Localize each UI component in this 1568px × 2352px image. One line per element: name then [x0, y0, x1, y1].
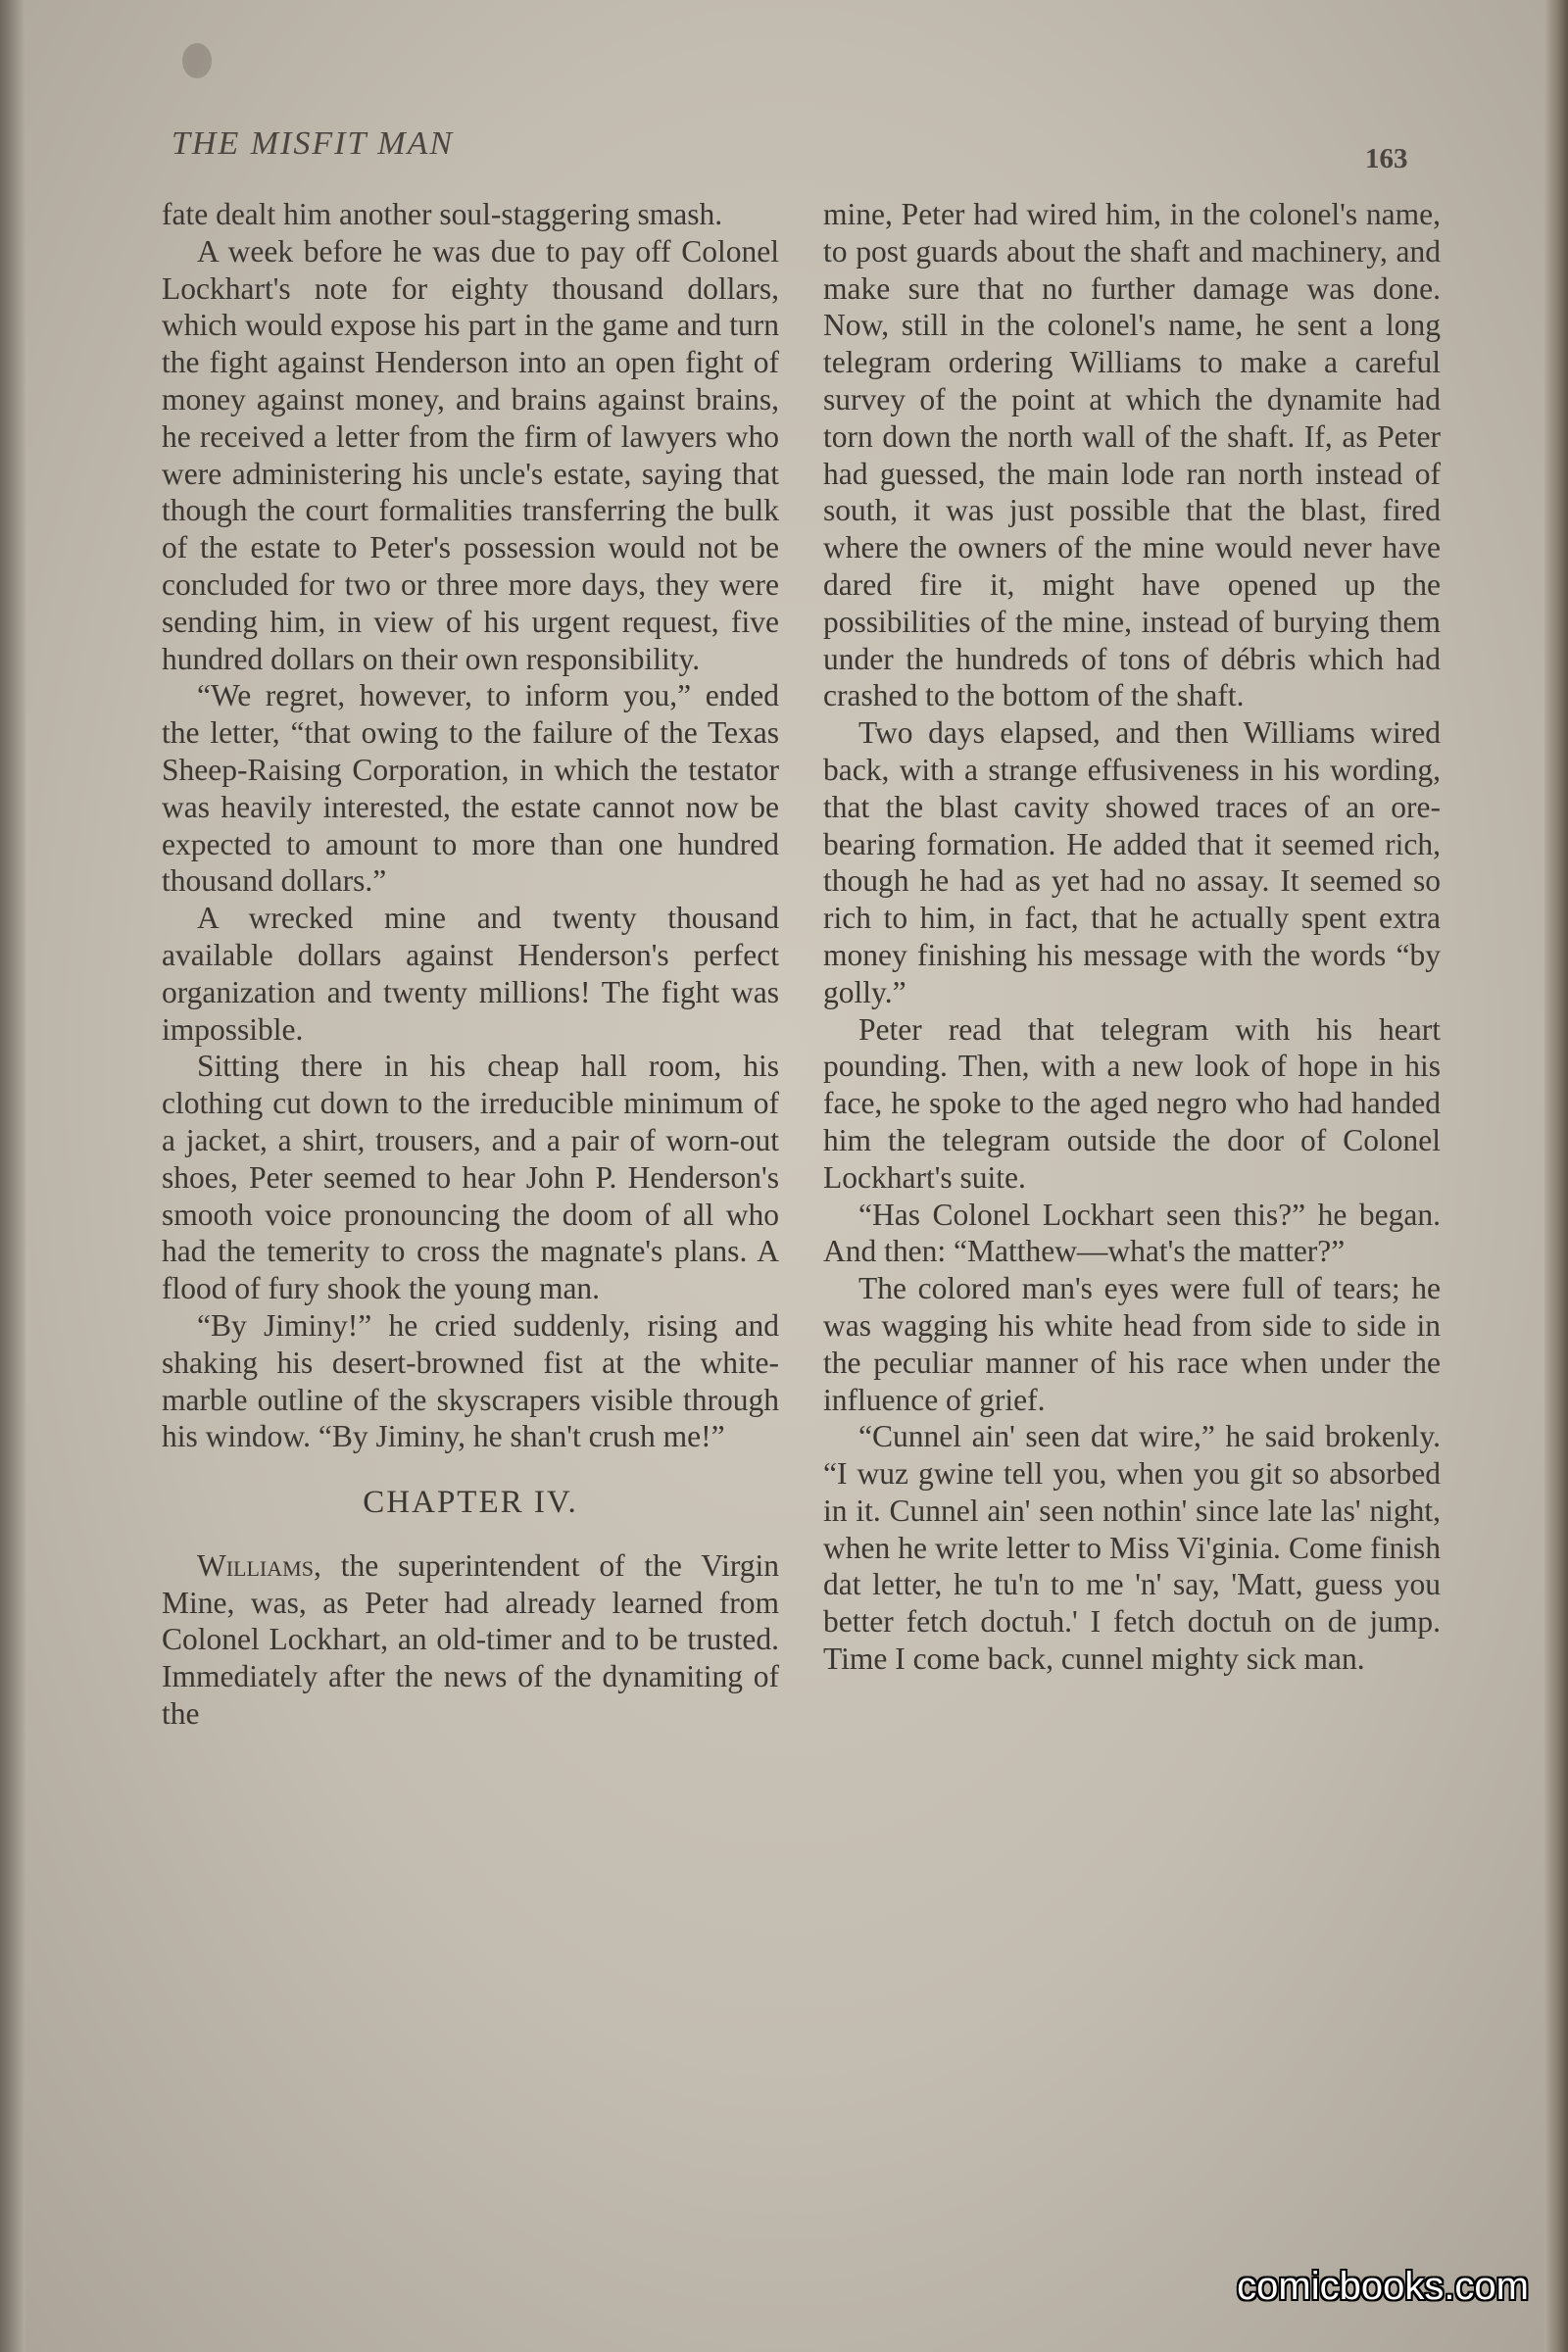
paragraph-text: , the superintendent of the Virgin Mine, was, as Peter had already learned from Colonel Lockhart, an old-timer and to be trusted. Immediately after the news of the dynamiting of the — [162, 1547, 779, 1732]
paragraph: fate dealt him another soul-staggering smash. — [162, 197, 723, 231]
paragraph: “We regret, however, to inform you,” ended the letter, “that owing to the failure of the Texas Sheep-Raising Corporation, in which the testator was heavily interested, the estate cannot now be expected to amount to more than one hundred thousand dollars.” — [162, 678, 779, 899]
chapter-heading: CHAPTER IV. — [363, 1485, 578, 1521]
paper-stain — [182, 43, 212, 78]
site-watermark: comicbooks.com — [1237, 2265, 1529, 2308]
paragraph: “Has Colonel Lockhart seen this?” he began. And then: “Matthew—what's the matter?” — [823, 1197, 1441, 1269]
page-number: 163 — [1365, 143, 1408, 174]
paragraph: A wrecked mine and twenty thousand available dollars against Henderson's perfect organization and twenty millions! The fight was impossible. — [162, 901, 779, 1047]
right-column — [823, 196, 1441, 1678]
paragraph: A week before he was due to pay off Colonel Lockhart's note for eighty thousand dollars, which would expose his part in the game and turn the fight against Henderson into an open fight of money against money, and brains against brains, he received a letter from the firm of lawyers who were administering his uncle's estate, saying that though the court formalities transferring the bulk of the estate to Peter's possession would not be concluded for two or three more days, they were sending him, in view of his urgent request, five hundred dollars on their own responsibility. — [162, 233, 779, 676]
left-column — [162, 196, 779, 1733]
paragraph: mine, Peter had wired him, in the colonel's name, to post guards about the shaft and machinery, and make sure that no further damage was done. Now, still in the colonel's name, he sent a long telegram ordering Williams to make a careful survey of the point at which the dynamite had torn down the north wall of the shaft. If, as Peter had guessed, the main lode ran north instead of south, it was just possible that the blast, fired where the owners of the mine would never have dared fire it, might have opened up the possibilities of the mine, instead of burying them under the hundreds of tons of débris which had crashed to the bottom of the shaft. — [823, 197, 1441, 713]
paragraph: “Cunnel ain' seen dat wire,” he said brokenly. “I wuz gwine tell you, when you git so absorbed in it. Cunnel ain' seen nothin' since late las' night, when he write letter to Miss Vi'ginia. Come finish dat letter, he tu'n to me 'n' say, 'Matt, guess you better fetch doctuh.' I fetch doctuh on de jump. Time I come back, cunnel mighty sick man. — [823, 1419, 1441, 1677]
running-header-title: THE MISFIT MAN — [172, 125, 455, 162]
paragraph: Sitting there in his cheap hall room, his clothing cut down to the irreducible minimum of a jacket, a shirt, trousers, and a pair of worn-out shoes, Peter seemed to hear John P. Henderson's smooth voice pronouncing the doom of all who had the temerity to cross the magnate's plans. A flood of fury shook the young man. — [162, 1049, 779, 1306]
page-spine-shadow — [0, 0, 25, 2352]
paragraph — [162, 1547, 779, 1733]
paragraph: The colored man's eyes were full of tears; he was wagging his white head from side to side in the peculiar manner of his race when under the influence of grief. — [823, 1271, 1441, 1417]
page-right-edge — [1544, 0, 1568, 2352]
paragraph: Two days elapsed, and then Williams wired back, with a strange effusiveness in his wording, that the blast cavity showed traces of an ore-bearing formation. He added that it seemed rich, though he had as yet had no assay. It seemed so rich to him, in fact, that he actually spent extra money finishing his message with the words “by golly.” — [823, 715, 1441, 1009]
paragraph-lead-word: Williams — [197, 1547, 314, 1583]
paragraph: Peter read that telegram with his heart pounding. Then, with a new look of hope in his face, he spoke to the aged negro who had handed him the telegram outside the door of Colonel Lockhart's suite. — [823, 1011, 1441, 1195]
paragraph: “By Jiminy!” he cried suddenly, rising and shaking his desert-browned fist at the white-marble outline of the skyscrapers visible through his window. “By Jiminy, he shan't crush me!” — [162, 1307, 779, 1454]
